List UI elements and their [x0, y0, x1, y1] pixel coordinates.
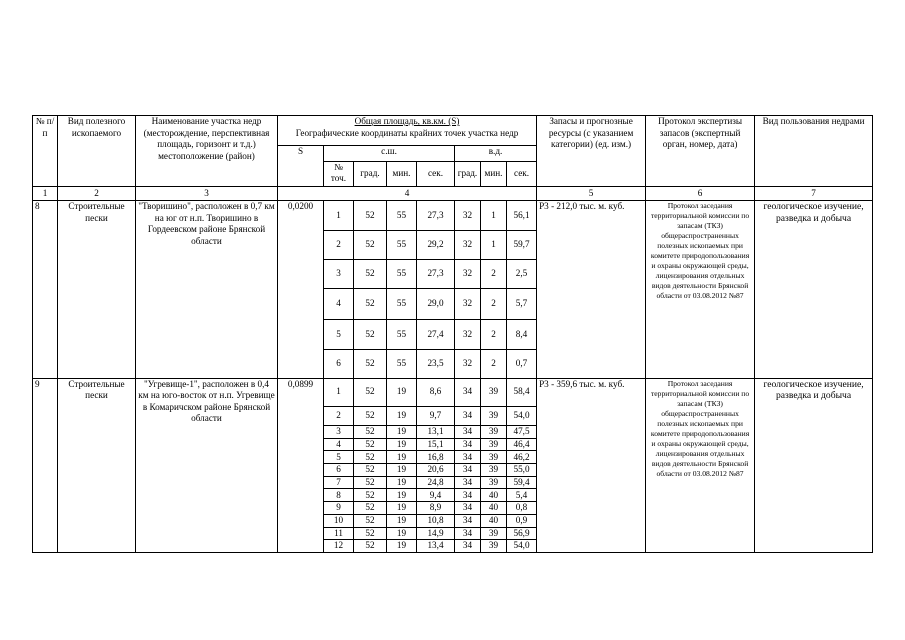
lat-deg: 52 [354, 319, 387, 349]
point-number: 5 [324, 451, 354, 464]
lon-min: 1 [481, 230, 507, 259]
point-number: 10 [324, 514, 354, 527]
header-lat-deg: град. [354, 161, 387, 186]
lat-deg: 52 [354, 540, 387, 553]
lon-sec: 0,8 [507, 502, 537, 515]
header-row-1 [33, 116, 873, 146]
lat-min: 19 [387, 476, 417, 489]
point-number: 6 [324, 464, 354, 477]
header-coords-title: Географические координаты крайних точек участка недр [295, 127, 519, 138]
lat-min: 55 [387, 319, 417, 349]
area-value: 0,0899 [278, 378, 324, 553]
lat-min: 19 [387, 451, 417, 464]
point-number: 2 [324, 230, 354, 259]
header-lon-min: мин. [481, 161, 507, 186]
mineral-type: Строительные пески [58, 201, 136, 378]
header-area-title: Общая площадь, кв.км. (S) [354, 116, 460, 126]
lat-deg: 52 [354, 289, 387, 319]
header-s: S [278, 146, 324, 187]
lat-deg: 52 [354, 502, 387, 515]
lat-deg: 52 [354, 464, 387, 477]
point-number: 1 [324, 201, 354, 230]
column-number: 2 [58, 186, 136, 200]
lat-deg: 52 [354, 489, 387, 502]
lon-sec: 5,4 [507, 489, 537, 502]
lon-sec: 0,9 [507, 514, 537, 527]
lat-deg: 52 [354, 406, 387, 425]
lon-min: 39 [481, 464, 507, 477]
point-number: 8 [324, 489, 354, 502]
lat-sec: 24,8 [417, 476, 455, 489]
lat-sec: 13,4 [417, 540, 455, 553]
lon-deg: 32 [455, 230, 481, 259]
lon-sec: 56,1 [507, 201, 537, 230]
lon-deg: 34 [455, 451, 481, 464]
point-number: 4 [324, 438, 354, 451]
subsoil-use-type: геологическое изучение, разведка и добыча [755, 201, 873, 378]
lon-sec: 47,5 [507, 426, 537, 439]
lon-deg: 34 [455, 438, 481, 451]
lat-min: 19 [387, 378, 417, 406]
protocol-text: Протокол заседания территориальной комиссии по запасам (ТКЗ) общераспространенных полезных ископаемых при комитете природопользования и охраны окружающей среды, лицензирования отдельных видов деятельности Брянской области от 03.08.2012 №87 [646, 201, 755, 378]
lon-deg: 32 [455, 289, 481, 319]
point-number: 3 [324, 426, 354, 439]
lon-min: 40 [481, 514, 507, 527]
lat-sec: 10,8 [417, 514, 455, 527]
lon-min: 40 [481, 489, 507, 502]
header-lat-min: мин. [387, 161, 417, 186]
header-latitude: с.ш. [324, 146, 455, 161]
lat-deg: 52 [354, 378, 387, 406]
lon-sec: 8,4 [507, 319, 537, 349]
lon-deg: 34 [455, 378, 481, 406]
point-number: 2 [324, 406, 354, 425]
point-number: 3 [324, 259, 354, 288]
lon-min: 39 [481, 426, 507, 439]
lat-sec: 14,9 [417, 527, 455, 540]
point-number: 4 [324, 289, 354, 319]
area-value: 0,0200 [278, 201, 324, 378]
point-number: 11 [324, 527, 354, 540]
lon-deg: 34 [455, 406, 481, 425]
lon-deg: 34 [455, 489, 481, 502]
lon-min: 39 [481, 378, 507, 406]
point-number: 5 [324, 319, 354, 349]
reserves-value: P3 - 212,0 тыс. м. куб. [537, 201, 646, 378]
lat-sec: 23,5 [417, 350, 455, 378]
lon-sec: 59,7 [507, 230, 537, 259]
protocol-text: Протокол заседания территориальной комиссии по запасам (ТКЗ) общераспространенных полезных ископаемых при комитете природопользования и охраны окружающей среды, лицензирования отдельных видов деятельности Брянской области от 03.08.2012 №87 [646, 378, 755, 553]
header-number: № п/п [33, 116, 58, 187]
lat-min: 55 [387, 201, 417, 230]
lat-deg: 52 [354, 350, 387, 378]
header-longitude: в.д. [455, 146, 537, 161]
lat-min: 55 [387, 230, 417, 259]
coordinate-row [33, 378, 873, 406]
lat-sec: 9,4 [417, 489, 455, 502]
lon-deg: 34 [455, 476, 481, 489]
lon-min: 2 [481, 350, 507, 378]
lon-deg: 34 [455, 540, 481, 553]
header-plot-name: Наименование участка недр (месторождение, перспективная площадь, горизонт и т.д.) местоположение (район) [136, 116, 278, 187]
lat-sec: 8,9 [417, 502, 455, 515]
lat-deg: 52 [354, 426, 387, 439]
lat-sec: 29,0 [417, 289, 455, 319]
lat-deg: 52 [354, 259, 387, 288]
header-protocol: Протокол экспертизы запасов (экспертный орган, номер, дата) [646, 116, 755, 187]
column-number: 1 [33, 186, 58, 200]
lat-sec: 29,2 [417, 230, 455, 259]
lon-sec: 0,7 [507, 350, 537, 378]
lat-min: 19 [387, 540, 417, 553]
column-number: 6 [646, 186, 755, 200]
lat-sec: 27,4 [417, 319, 455, 349]
header-reserves: Запасы и прогнозные ресурсы (с указанием категории) (ед. изм.) [537, 116, 646, 187]
subsoil-plots-table [32, 115, 873, 553]
lat-sec: 20,6 [417, 464, 455, 477]
header-lon-sec: сек. [507, 161, 537, 186]
lon-min: 39 [481, 438, 507, 451]
point-number: 12 [324, 540, 354, 553]
lon-deg: 32 [455, 201, 481, 230]
header-use: Вид пользования недрами [755, 116, 873, 187]
lat-min: 19 [387, 464, 417, 477]
row-number: 8 [33, 201, 58, 378]
column-number: 5 [537, 186, 646, 200]
lat-min: 19 [387, 527, 417, 540]
lat-min: 55 [387, 350, 417, 378]
header-lat-sec: сек. [417, 161, 455, 186]
lat-sec: 15,1 [417, 438, 455, 451]
lon-sec: 55,0 [507, 464, 537, 477]
lat-min: 19 [387, 489, 417, 502]
point-number: 9 [324, 502, 354, 515]
lat-deg: 52 [354, 476, 387, 489]
lat-sec: 8,6 [417, 378, 455, 406]
row-number: 9 [33, 378, 58, 553]
lon-min: 39 [481, 451, 507, 464]
lat-min: 55 [387, 259, 417, 288]
lat-deg: 52 [354, 451, 387, 464]
lon-min: 2 [481, 259, 507, 288]
lat-deg: 52 [354, 438, 387, 451]
mineral-type: Строительные пески [58, 378, 136, 553]
lon-sec: 58,4 [507, 378, 537, 406]
lon-min: 2 [481, 289, 507, 319]
lon-sec: 2,5 [507, 259, 537, 288]
lat-min: 19 [387, 502, 417, 515]
lat-sec: 27,3 [417, 201, 455, 230]
lon-sec: 5,7 [507, 289, 537, 319]
column-number: 7 [755, 186, 873, 200]
lon-sec: 54,0 [507, 540, 537, 553]
lat-deg: 52 [354, 527, 387, 540]
lat-sec: 13,1 [417, 426, 455, 439]
lon-sec: 46,2 [507, 451, 537, 464]
lon-deg: 34 [455, 464, 481, 477]
lon-deg: 32 [455, 350, 481, 378]
lat-sec: 9,7 [417, 406, 455, 425]
lat-sec: 16,8 [417, 451, 455, 464]
lon-sec: 56,9 [507, 527, 537, 540]
lon-deg: 34 [455, 514, 481, 527]
subsoil-use-type: геологическое изучение, разведка и добыча [755, 378, 873, 553]
lat-min: 19 [387, 406, 417, 425]
lon-sec: 46,4 [507, 438, 537, 451]
lon-deg: 34 [455, 527, 481, 540]
point-number: 1 [324, 378, 354, 406]
column-number: 3 [136, 186, 278, 200]
lat-deg: 52 [354, 230, 387, 259]
plot-name: "Угревище-1", расположен в 0,4 км на юго-восток от н.п. Угревище в Комаричском районе Брянской области [136, 378, 278, 553]
lon-min: 39 [481, 476, 507, 489]
point-number: 7 [324, 476, 354, 489]
header-point: № точ. [324, 161, 354, 186]
header-area-coords [278, 116, 537, 146]
column-numbers-row [33, 186, 873, 200]
lat-min: 55 [387, 289, 417, 319]
lon-deg: 34 [455, 502, 481, 515]
plot-name: "Творишино", расположен в 0,7 км на юг от н.п. Творишино в Гордеевском районе Брянской области [136, 201, 278, 378]
lon-min: 39 [481, 527, 507, 540]
lon-deg: 34 [455, 426, 481, 439]
lon-min: 1 [481, 201, 507, 230]
lon-min: 2 [481, 319, 507, 349]
lon-min: 39 [481, 406, 507, 425]
point-number: 6 [324, 350, 354, 378]
lat-min: 19 [387, 426, 417, 439]
column-number: 4 [278, 186, 537, 200]
lon-deg: 32 [455, 259, 481, 288]
lat-min: 19 [387, 438, 417, 451]
lat-min: 19 [387, 514, 417, 527]
table-body [33, 116, 873, 553]
lon-min: 39 [481, 540, 507, 553]
lat-deg: 52 [354, 514, 387, 527]
reserves-value: P3 - 359,6 тыс. м. куб. [537, 378, 646, 553]
header-mineral: Вид полезного ископаемого [58, 116, 136, 187]
lat-sec: 27,3 [417, 259, 455, 288]
header-lon-deg: град. [455, 161, 481, 186]
coordinate-row [33, 201, 873, 230]
lon-sec: 54,0 [507, 406, 537, 425]
lat-deg: 52 [354, 201, 387, 230]
lon-sec: 59,4 [507, 476, 537, 489]
lon-min: 40 [481, 502, 507, 515]
lon-deg: 32 [455, 319, 481, 349]
